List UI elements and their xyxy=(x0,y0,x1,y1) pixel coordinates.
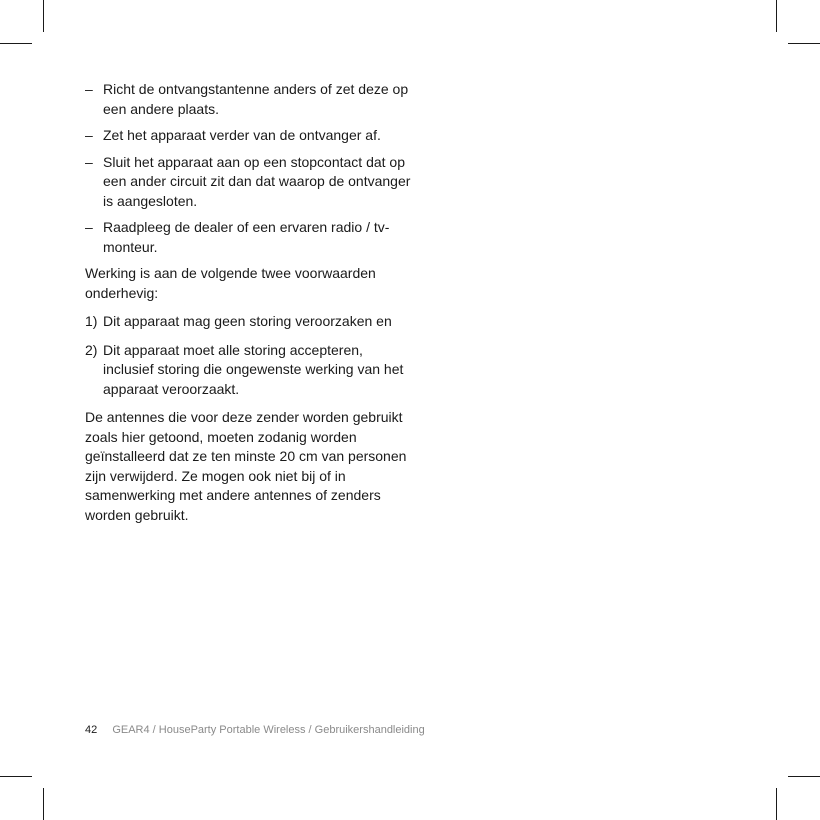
crop-mark-bottom-left-vertical xyxy=(43,788,44,820)
document-title: GEAR4 / HouseParty Portable Wireless / Gebruikershandleiding xyxy=(112,724,425,736)
crop-mark-bottom-left-horizontal xyxy=(0,776,32,777)
antenna-paragraph: De antennes die voor deze zender worden gebruikt zoals hier getoond, moeten zodanig worden geïnstalleerd dat ze ten minste 20 cm van personen zijn verwijderd. Ze mogen ook niet bij of in samenwerking met andere antennes of zenders worden gebruikt. xyxy=(85,409,407,523)
crop-mark-top-left-vertical xyxy=(43,0,44,32)
conditions-intro: Werking is aan de volgende twee voorwaarden onderhevig: xyxy=(85,265,376,301)
crop-mark-top-right-vertical xyxy=(776,0,777,32)
list-item: – Raadpleeg de dealer of een ervaren radio / tv-monteur. xyxy=(85,218,415,257)
crop-mark-top-left-horizontal xyxy=(0,43,32,44)
list-item-text: Dit apparaat mag geen storing veroorzaken en xyxy=(103,313,392,329)
page-footer xyxy=(85,723,425,737)
list-item xyxy=(85,341,415,400)
troubleshooting-list xyxy=(85,80,415,257)
crop-mark-bottom-right-horizontal xyxy=(788,776,820,777)
page-content xyxy=(85,80,415,534)
crop-mark-bottom-right-vertical xyxy=(776,788,777,820)
list-item: – Sluit het apparaat aan op een stopcontact dat op een ander circuit zit dan dat waarop de ontvanger is aangesloten. xyxy=(85,153,415,212)
conditions-list xyxy=(85,312,415,399)
list-item-text: Dit apparaat moet alle storing accepteren, inclusief storing die ongewenste werking van het apparaat veroorzaakt. xyxy=(103,341,404,397)
list-number: 2) xyxy=(85,341,98,358)
page-number: 42 xyxy=(85,724,98,736)
list-item: – Richt de ontvangstantenne anders of zet deze op een andere plaats. xyxy=(85,80,415,119)
list-number: 1) xyxy=(85,313,98,329)
list-item: – Zet het apparaat verder van de ontvanger af. xyxy=(85,126,415,146)
list-item xyxy=(85,312,415,332)
crop-mark-top-right-horizontal xyxy=(788,43,820,44)
